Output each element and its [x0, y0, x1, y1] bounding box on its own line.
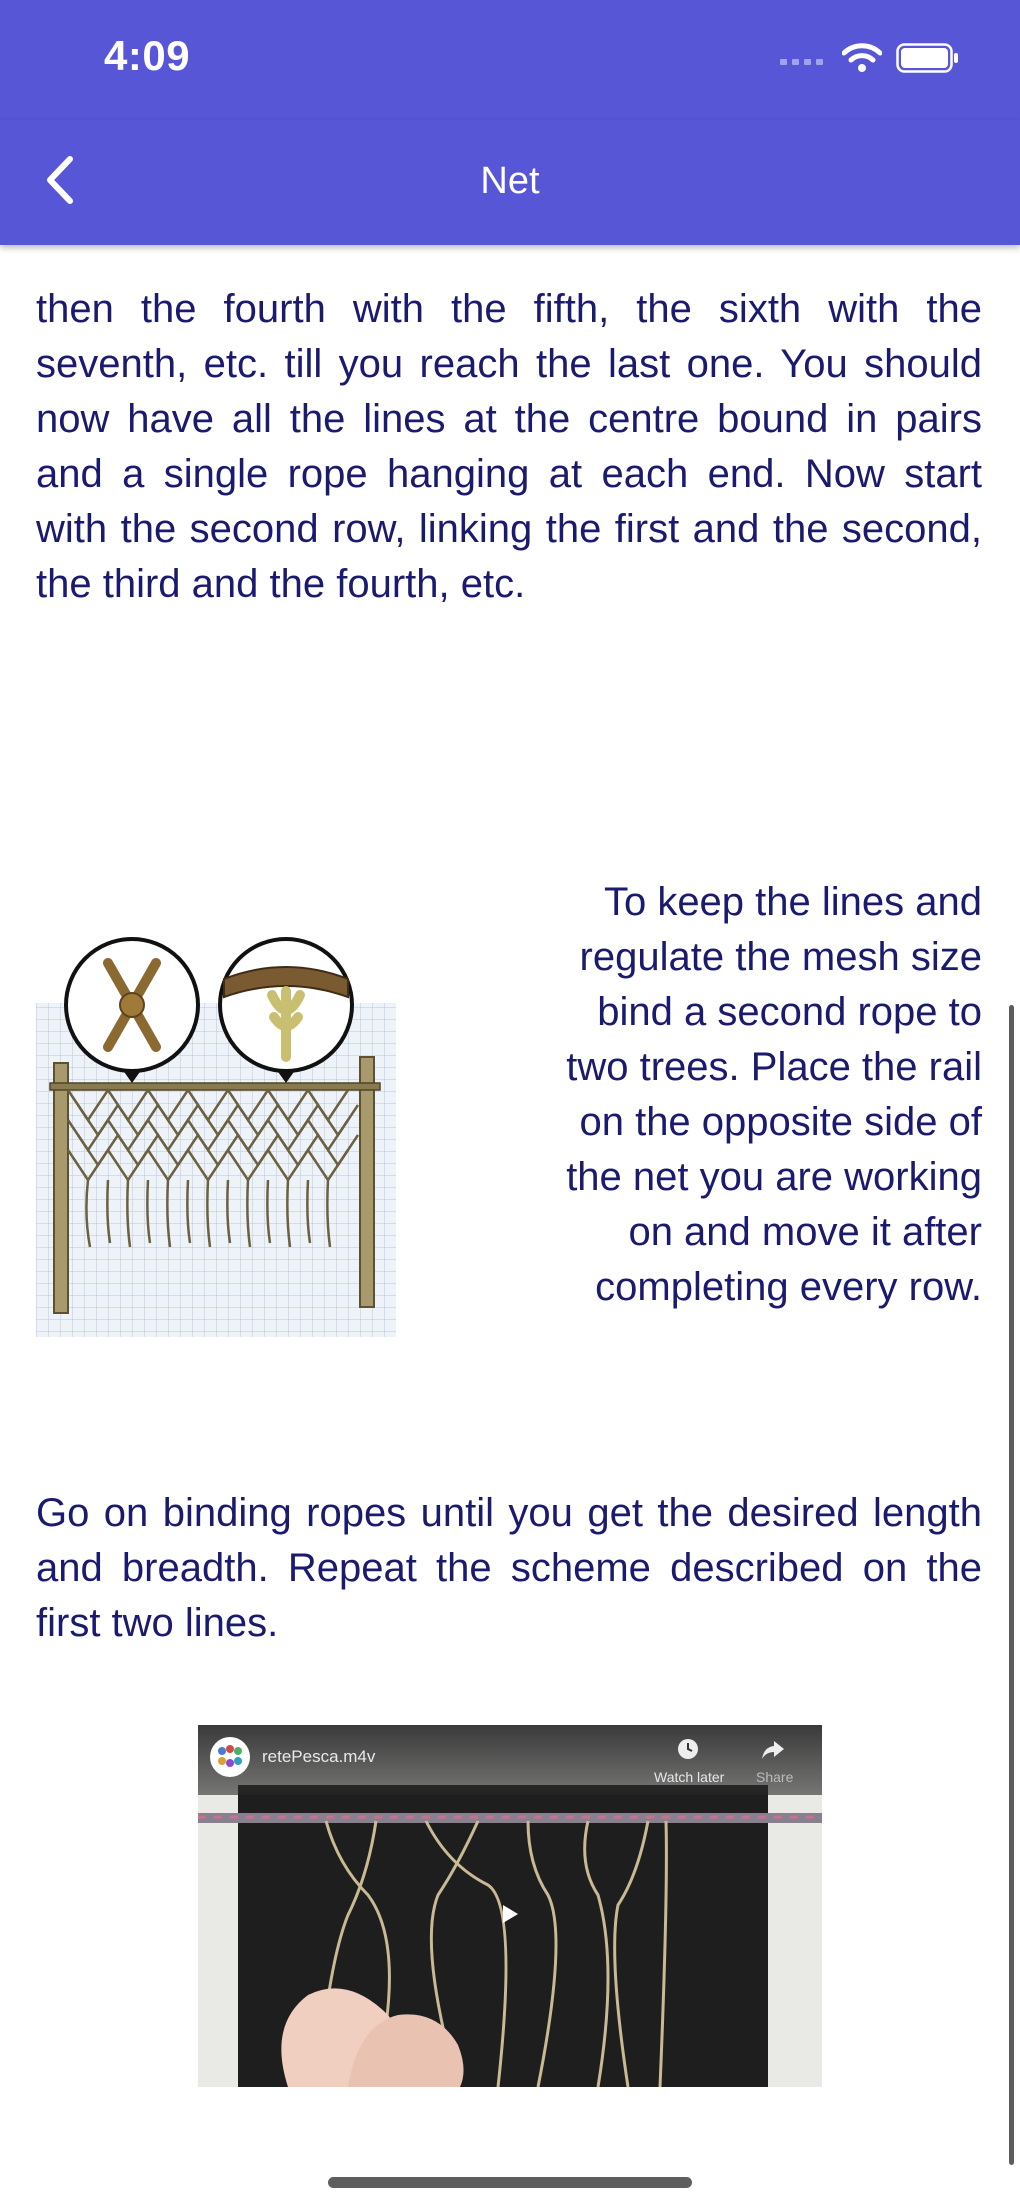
- signal-icon: [780, 51, 828, 70]
- watch-later-label: Watch later: [654, 1769, 725, 1785]
- page-title: Net: [480, 160, 540, 202]
- article-paragraph-3: Go on binding ropes until you get the desired length and breadth. Repeat the scheme described on the first two lines.: [36, 1491, 982, 1645]
- article-paragraph-1: then the fourth with the fifth, the sixth with the seventh, etc. till you reach the last one. You should now have all the lines at the centre bound in pairs and a single rope hanging at each end. Now start with the second row, linking the first and the second, the third and the fourth, etc.: [36, 287, 982, 606]
- status-icons: [780, 40, 960, 80]
- scrollbar[interactable]: [1009, 1005, 1014, 2165]
- embedded-video[interactable]: [198, 1725, 822, 2087]
- net-illustration: [36, 935, 396, 1337]
- channel-logo-icon: [210, 1737, 250, 1777]
- share-label: Share: [756, 1769, 794, 1785]
- home-indicator[interactable]: [328, 2177, 692, 2188]
- video-header: [198, 1725, 822, 1795]
- battery-icon: [896, 43, 960, 78]
- status-time: 4:09: [104, 32, 191, 79]
- clock-icon: [676, 1737, 700, 1761]
- wifi-icon: [842, 43, 882, 78]
- article-paragraph-2: To keep the lines and regulate the mesh size bind a second rope to two trees. Place the rail on the opposite side of the net you are working on and move it after completing every row.: [566, 880, 982, 1309]
- video-title: retePesca.m4v: [262, 1747, 376, 1766]
- navigation-bar: [0, 120, 1020, 245]
- share-icon: [760, 1739, 786, 1761]
- status-bar: [0, 0, 1020, 120]
